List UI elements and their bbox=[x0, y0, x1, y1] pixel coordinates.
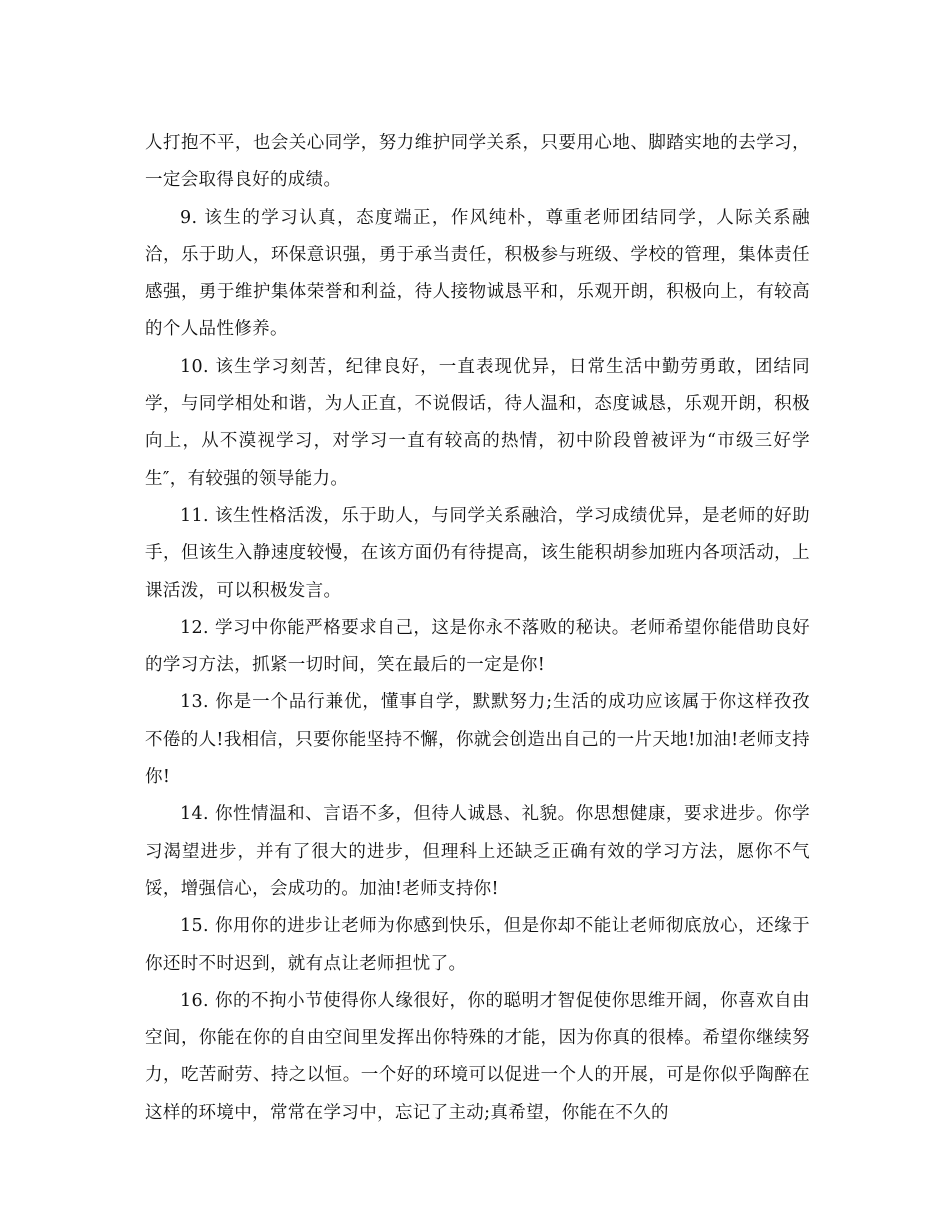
paragraph-13: 13. 你是一个品行兼优，懂事自学，默默努力;生活的成功应该属于你这样孜孜不倦的人!我相信，只要你能坚持不懈，你就会创造出自己的一片天地!加油!老师支持你! bbox=[145, 692, 810, 788]
paragraph-12: 12. 学习中你能严格要求自己，这是你永不落败的秘诀。老师希望你能借助良好的学习方法，抓紧一切时间，笑在最后的一定是你! bbox=[145, 617, 810, 676]
paragraph-14: 14. 你性情温和、言语不多，但待人诚恳、礼貌。你思想健康，要求进步。你学习渴望进步，并有了很大的进步，但理科上还缺乏正确有效的学习方法，愿你不气馁，增强信心，会成功的。加油!老师支持你! bbox=[145, 804, 810, 899]
paragraph-16: 16. 你的不拘小节使得你人缘很好，你的聪明才智促使你思维开阔，你喜欢自由空间，你能在你的自由空间里发挥出你特殊的才能，因为你真的很棒。希望你继续努力，吃苦耐劳、持之以恒。一个好的环境可以促进一个人的开展，可是你似乎陶醉在这样的环境中，常常在学习中，忘记了主动;真希望，你能在不久的 bbox=[145, 990, 810, 1123]
paragraph-11: 11. 该生性格活泼，乐于助人，与同学关系融洽，学习成绩优异，是老师的好助手，但该生入静速度较慢，在该方面仍有待提高，该生能积胡参加班内各项活动，上课活泼，可以积极发言。 bbox=[145, 505, 810, 601]
paragraph-10: 10. 该生学习刻苦，纪律良好，一直表现优异，日常生活中勤劳勇敢，团结同学，与同学相处和谐，为人正直，不说假话，待人温和，态度诚恳，乐观开朗，积极向上，从不漠视学习，对学习一直有较高的热情，初中阶段曾被评为“市级三好学生″，有较强的领导能力。 bbox=[145, 356, 810, 489]
paragraph-15: 15. 你用你的进步让老师为你感到快乐，但是你却不能让老师彻底放心，还缘于你还时不时迟到，就有点让老师担忧了。 bbox=[145, 916, 810, 974]
paragraph-continued: 人打抱不平，也会关心同学，努力维护同学关系，只要用心地、脚踏实地的去学习，一定会取得良好的成绩。 bbox=[145, 133, 810, 191]
paragraph-9: 9. 该生的学习认真，态度端正，作风纯朴，尊重老师团结同学，人际关系融洽，乐于助人，环保意识强，勇于承当责任，积极参与班级、学校的管理，集体责任感强，勇于维护集体荣誉和利益，待人接物诚恳平和，乐观开朗，积极向上，有较高的个人品性修养。 bbox=[145, 207, 810, 340]
document-body bbox=[145, 125, 810, 1132]
